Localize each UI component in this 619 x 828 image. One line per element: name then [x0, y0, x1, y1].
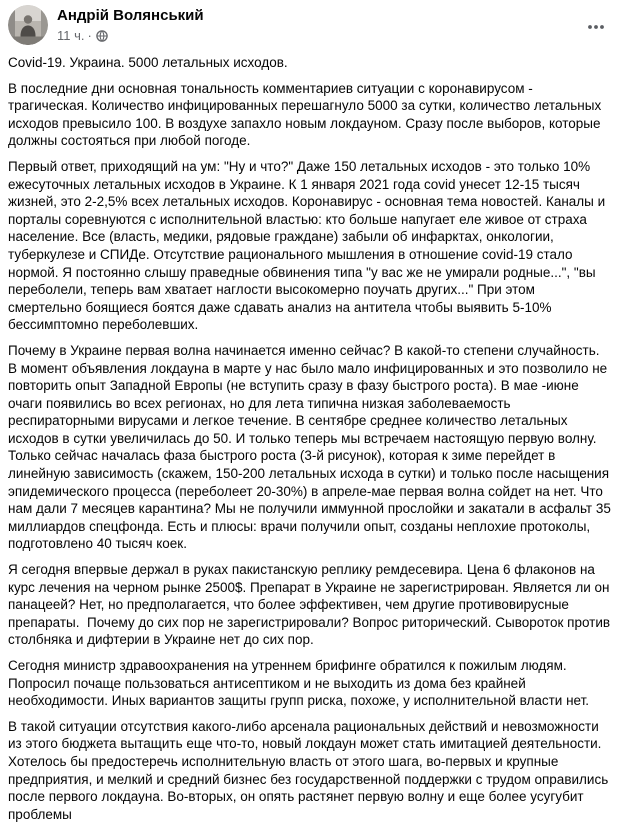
post-paragraph: Covid-19. Украина. 5000 летальных исходов. [8, 55, 288, 70]
post-timestamp[interactable]: 11 ч. [57, 28, 85, 43]
ellipsis-icon [587, 19, 605, 34]
post-options-button[interactable] [583, 11, 609, 42]
post-paragraph: В последние дни основная тональность комментариев ситуации с коронавирусом - трагическая. Количество инфицированных перешагнуло 5000 за сутки, количество летальных исходов превысило 100. В воздухе запахло новым локдауном. Сразу после выборов, которые должны состояться при любой погоде. [8, 80, 605, 149]
post-paragraph: Почему в Украине первая волна начинается именно сейчас? В какой-то степени случайность. В момент объявления локдауна в марте у нас было мало инфицированных и это позволило не повторить опыт Западной Европы (не вступить сразу в фазу быстрого роста). В мае -июне очаги появились во всех регионах, но для лета типична низкая заболеваемость респираторными вирусами и легкое течение. В сентябре среднее количество летальных исходов в сутки увеличилась до 50. И только теперь мы встречаем настоящую первую волну. Только сейчас началась фаза быстрого роста (3-й рисунок), которая к зиме перейдет в линейную зависимость (скажем, 150-200 летальных исхода в сутки) и только после насыщения эпидемического процесса (переболеет 20-30%) в апреле-мае первая волна сойдет на нет. Что нам дали 7 месяцев карантина? Мы не получили иммунной прослойки и закатали в асфальт 35 миллиардов спецфонда. Есть и плюсы: врачи получили опыт, созданы неплохие протоколы, подготовлено 40 тысяч коек. [8, 342, 615, 552]
post-paragraph: Сегодня министр здравоохранения на утреннем брифинге обратился к пожилым людям. Попросил почаще пользоваться антисептиком и не выходить из дома без крайней необходимости. Иных вариантов защиты групп риска, похоже, у исполнительной власти нет. [8, 658, 590, 709]
avatar[interactable] [8, 5, 48, 45]
post-meta [57, 27, 204, 44]
avatar-photo [8, 5, 48, 45]
post-paragraph: В такой ситуации отсутствия какого-либо арсенала рациональных действий и невозможности из этого бюджета вытащить еще что-то, новый локдаун может стать имитацией деятельности. Хотелось бы предостеречь исполнительную власть от этого шага, во-первых и крупные предприятия, и мелкий и средний бизнес без государственной поддержки с трудом оправились после первого локдауна. Во-вторых, он опять растянет первую волну и еще более усугубит проблемы [8, 718, 612, 822]
author-block [57, 5, 204, 44]
post-header [0, 0, 619, 45]
post-text [0, 45, 619, 823]
author-name-link[interactable]: Андрій Волянський [57, 7, 204, 24]
globe-icon [96, 30, 108, 42]
post-paragraph: Первый ответ, приходящий на ум: "Ну и что?" Даже 150 летальных исходов - это только 10% ежесуточных летальных исходов в Украине. К 1 января 2021 года covid унесет 12-15 тысяч жизней, это 2-2,5% всех летальных исходов. Коронавирус - основная тема новостей. Каналы и порталы соревнуются с исполнительной властью: кто больше напугает еле живое от страха население. Все (власть, медики, рядовые граждане) забыли об инфарктах, онкологии, туберкулезе и СПИДе. Отсутствие рационального мышления в отношение covid-19 стало нормой. Я постоянно слышу праведные обвинения типа "у вас же не умирали родные...", "вы переболели, теперь вам хватает наглости высокомерно поучать других..." При этом смертельно боящиеся боятся даже сдавать анализ на антитела чтобы выявить 5-10% бессимптомно переболевших. [8, 158, 609, 333]
post-paragraph: Я сегодня впервые держал в руках пакистанскую реплику ремдесевира. Цена 6 флаконов на курс лечения на черном рынке 2500$. Препарат в Украине не зарегистрирован. Является ли он панацеей? Нет, но предполагается, что более эффективен, чем другие противовирусные препараты. Почему до сих пор не зарегистрировали? Вопрос риторический. Сывороток против столбняка и дифтерии в Украине нет до сих пор. [8, 562, 614, 648]
meta-separator: · [87, 28, 92, 43]
